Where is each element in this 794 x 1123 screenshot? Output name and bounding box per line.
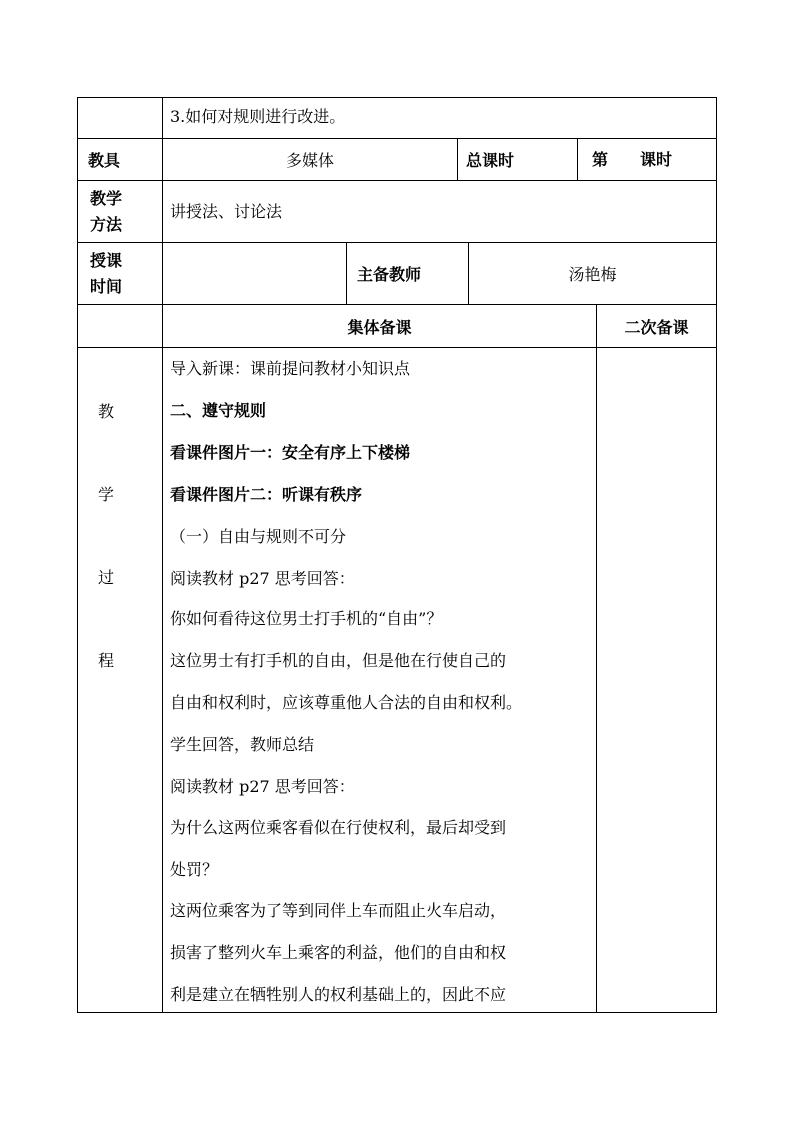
total-hours-label: 总课时 (466, 151, 515, 170)
collective-prep-header: 集体备课 (347, 317, 412, 337)
content-line-10: 学生回答，教师总结 (170, 735, 315, 754)
lesson-number-prefix: 第 (592, 150, 609, 169)
row1-text: 3.如何对规则进行改进。 (170, 107, 346, 126)
process-label-char-2: 学 (98, 485, 115, 504)
content-line-6: 阅读教材 p27 思考回答： (170, 569, 355, 588)
secondary-prep-header: 二次备课 (624, 317, 689, 337)
content-line-7: 你如何看待这位男士打手机的“自由”？ (170, 609, 443, 628)
content-line-1: 导入新课：课前提问教材小知识点 (170, 359, 411, 378)
content-line-13: 处罚？ (170, 860, 219, 879)
content-line-4: 看课件图片二：听课有秩序 (170, 485, 363, 504)
lesson-time-label (90, 243, 122, 304)
content-line-16: 利是建立在牺牲别人的权利基础上的，因此不应 (170, 985, 507, 1004)
lead-teacher-label: 主备教师 (357, 265, 422, 284)
lesson-number-suffix: 课时 (640, 150, 673, 169)
lesson-time-label-line1: 授课 (90, 250, 123, 270)
content-line-5: （一）自由与规则不可分 (170, 527, 347, 546)
teaching-method-label (90, 181, 122, 242)
equipment-value: 多媒体 (285, 151, 334, 170)
content-line-11: 阅读教材 p27 思考回答： (170, 777, 355, 796)
content-line-14: 这两位乘客为了等到同伴上车而阻止火车启动， (170, 901, 507, 920)
process-label-char-4: 程 (98, 651, 115, 670)
content-line-2: 二、遵守规则 (170, 401, 267, 420)
teaching-method-label-line1: 教学 (90, 188, 123, 208)
content-line-15: 损害了整列火车上乘客的利益，他们的自由和权 (170, 943, 507, 962)
equipment-label: 教具 (88, 151, 121, 170)
process-label-char-3: 过 (98, 568, 115, 587)
lesson-time-label-line2: 时间 (90, 276, 123, 296)
teaching-method-label-line2: 方法 (90, 214, 123, 234)
content-line-3: 看课件图片一：安全有序上下楼梯 (170, 443, 411, 462)
content-line-9: 自由和权利时，应该尊重他人合法的自由和权利。 (170, 693, 523, 712)
teaching-method-value: 讲授法、讨论法 (170, 202, 283, 221)
content-line-12: 为什么这两位乘客看似在行使权利，最后却受到 (170, 818, 507, 837)
content-line-8: 这位男士有打手机的自由，但是他在行使自己的 (170, 651, 507, 670)
lead-teacher-name: 汤艳梅 (568, 265, 617, 284)
process-label-char-1: 教 (98, 402, 115, 421)
